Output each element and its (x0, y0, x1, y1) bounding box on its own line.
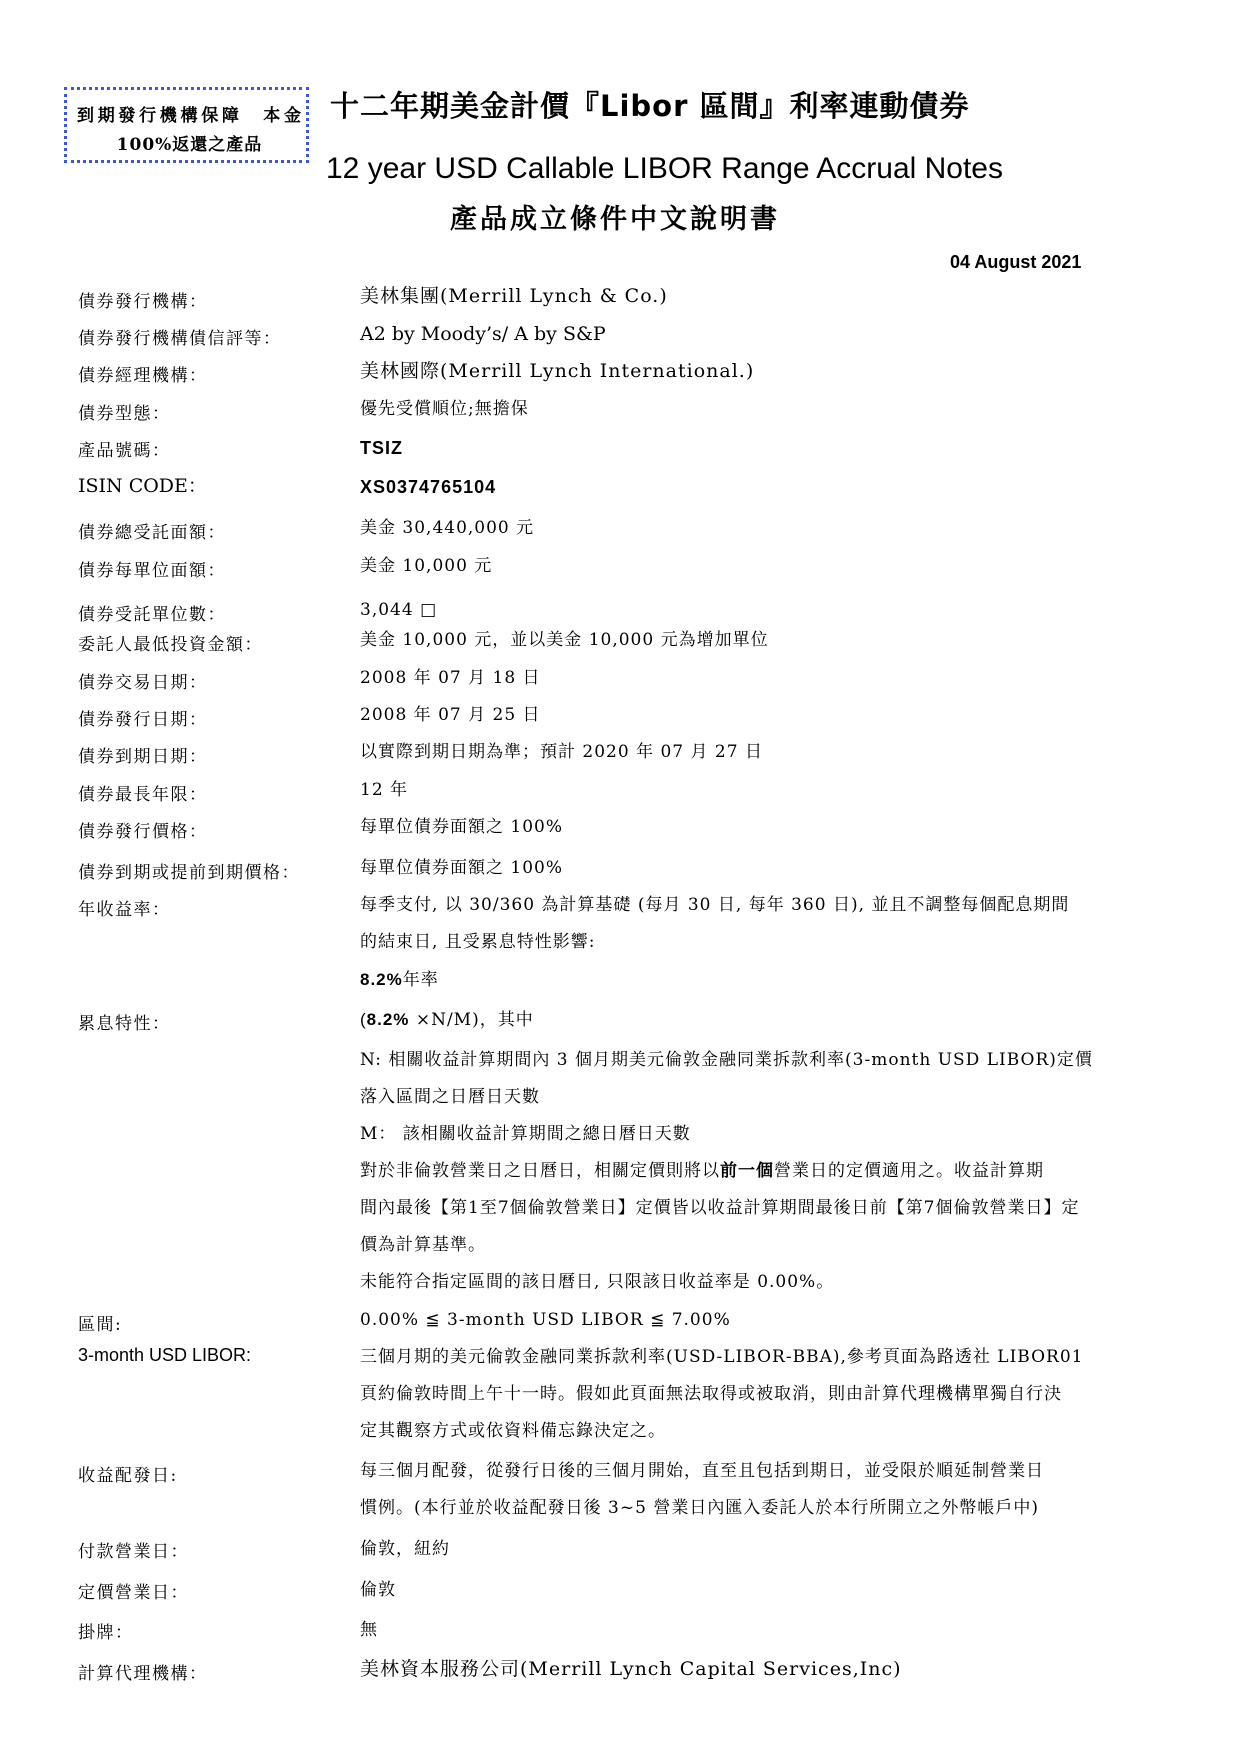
term-label: 債券總受託面額： (78, 523, 226, 543)
term-value: 美林資本服務公司(Merrill Lynch Capital Services,Inc) (360, 1658, 902, 1680)
text-part: 營業日的定價適用之。收益計算期 (774, 1161, 1044, 1181)
accrual-formula: (8.2% ×N/M)，其中 (360, 1010, 534, 1030)
term-label: 3-month USD LIBOR: (78, 1345, 252, 1365)
term-label: 債券到期或提前到期價格： (78, 863, 300, 883)
document-title-chinese: 十二年期美金計價『Libor 區間』利率連動債券 (330, 89, 970, 123)
term-value: 12 年 (360, 780, 409, 800)
term-value: 0.00% ≦ 3-month USD LIBOR ≦ 7.00% (360, 1310, 731, 1330)
term-label: 付款營業日： (78, 1542, 189, 1562)
term-value: 美金 10,000 元 (360, 556, 493, 576)
term-label: 債券發行日期： (78, 710, 208, 730)
term-value-line: 落入區間之日曆日天數 (360, 1087, 540, 1107)
term-label: 委託人最低投資金額： (78, 635, 263, 655)
term-value: XS0374765104 (360, 477, 497, 497)
term-value-line: 間內最後【第1至7個倫敦營業日】定價皆以收益計算期間最後日前【第7個倫敦營業日】定 (360, 1198, 1080, 1218)
text-part: 對於非倫敦營業日之日曆日，相關定價則將以 (360, 1161, 720, 1181)
term-value-line: 定其觀察方式或依資料備忘錄決定之。 (360, 1421, 666, 1441)
term-value-line: 未能符合指定區間的該日曆日, 只限該日收益率是 0.00%。 (360, 1272, 835, 1292)
term-value: 2008 年 07 月 25 日 (360, 705, 541, 725)
text-emphasis: 前一個 (720, 1161, 774, 1181)
term-value: 無 (360, 1620, 378, 1640)
term-label: 債券發行機構債信評等： (78, 329, 282, 349)
term-value-line: 三個月期的美元倫敦金融同業拆款利率(USD-LIBOR-BBA),參考頁面為路透社 LIBOR01 (360, 1347, 1084, 1367)
term-label: 債券發行機構： (78, 292, 208, 312)
term-value-line: 每三個月配發，從發行日後的三個月開始，直至且包括到期日，並受限於順延制營業日 (360, 1461, 1044, 1481)
term-label: ISIN CODE： (78, 475, 207, 497)
term-value: 美林國際(Merrill Lynch International.) (360, 360, 755, 382)
term-value: 美林集團(Merrill Lynch & Co.) (360, 285, 668, 307)
term-label: 債券最長年限： (78, 785, 208, 805)
term-value: 2008 年 07 月 18 日 (360, 668, 541, 688)
coupon-rate-suffix: 年率 (402, 970, 439, 990)
term-label: 區間: (78, 1315, 123, 1335)
term-label: 債券型態： (78, 404, 171, 424)
term-value: A2 by Moody’s/ A by S&P (360, 323, 606, 345)
principal-guarantee-badge (64, 87, 309, 163)
document-title-english: 12 year USD Callable LIBOR Range Accrual Notes (326, 152, 1003, 185)
term-label: 債券發行價格： (78, 822, 208, 842)
formula-rest: ×N/M)，其中 (409, 1010, 534, 1030)
term-value (360, 887, 1170, 999)
term-value-line: M： 該相關收益計算期間之總日曆日天數 (360, 1124, 691, 1144)
term-label: 債券受託單位數： (78, 605, 226, 625)
term-value: 美金 30,440,000 元 (360, 518, 535, 538)
badge-text: 到期發行機構保障 本金100%返還之產品 (77, 106, 302, 155)
term-label: 收益配發日: (78, 1466, 178, 1486)
term-value-line (360, 1153, 1170, 1190)
document-subtitle: 產品成立條件中文說明書 (450, 204, 780, 235)
term-value: 3,044 □ (360, 600, 438, 620)
term-value: 每單位債券面額之 100% (360, 817, 564, 837)
term-label: 掛牌： (78, 1623, 134, 1643)
term-label: 債券每單位面額： (78, 561, 226, 581)
formula-rate: 8.2% (366, 1010, 410, 1029)
term-value-line: 每季支付, 以 30/360 為計算基礎 (每月 30 日, 每年 360 日), 並且不調整每個配息期間 (360, 895, 1070, 915)
term-value-line: 頁約倫敦時間上午十一時。假如此頁面無法取得或被取消，則由計算代理機構單獨自行決 (360, 1384, 1062, 1404)
term-value: 優先受償順位;無擔保 (360, 399, 529, 419)
term-label: 計算代理機構： (78, 1664, 208, 1684)
term-value: 以實際到期日期為準；預計 2020 年 07 月 27 日 (360, 742, 763, 762)
term-label: 債券到期日期： (78, 747, 208, 767)
term-value (360, 1001, 1170, 1301)
term-value (360, 1453, 1170, 1527)
term-value-line: 的結束日, 且受累息特性影響: (360, 932, 596, 952)
coupon-rate-value: 8.2% (360, 970, 403, 989)
term-value: 美金 10,000 元，並以美金 10,000 元為增加單位 (360, 630, 769, 650)
term-label: 定價營業日： (78, 1583, 189, 1603)
term-value (360, 1339, 1170, 1450)
term-value: 每單位債券面額之 100% (360, 858, 564, 878)
term-label: 債券經理機構： (78, 366, 208, 386)
term-value: 倫敦 (360, 1580, 396, 1600)
term-value: 倫敦，紐約 (360, 1539, 450, 1559)
term-value-line: 慣例。(本行並於收益配發日後 3~5 營業日內匯入委託人於本行所開立之外幣帳戶中) (360, 1498, 1039, 1518)
term-value: TSIZ (360, 438, 403, 458)
coupon-rate (360, 961, 1170, 999)
term-label: 年收益率： (78, 900, 171, 920)
term-value-line: 價為計算基準。 (360, 1235, 486, 1255)
term-label: 債券交易日期： (78, 673, 208, 693)
term-value-line: N: 相關收益計算期間內 3 個月期美元倫敦金融同業拆款利率(3-month USD LIBOR)定價 (360, 1050, 1093, 1070)
term-label: 累息特性： (78, 1014, 171, 1034)
document-date: 04 August 2021 (950, 252, 1082, 272)
term-label: 產品號碼： (78, 441, 171, 461)
